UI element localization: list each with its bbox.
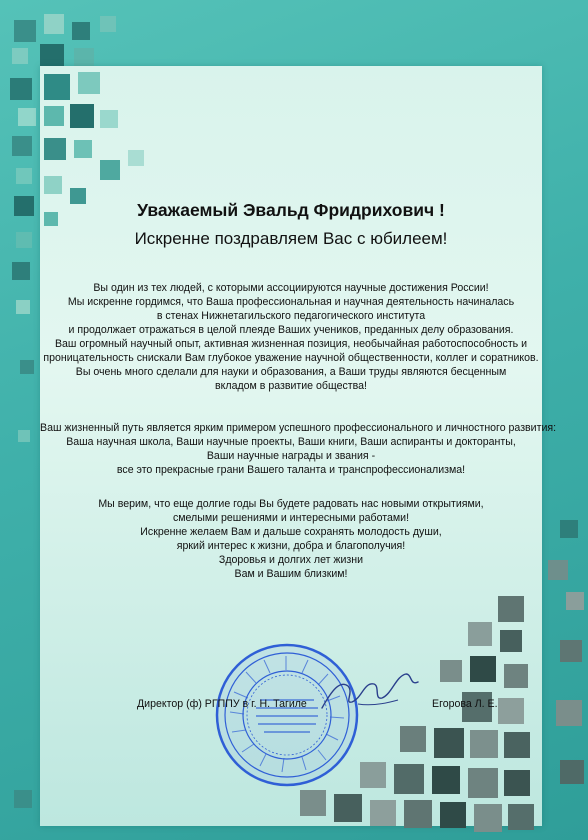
mosaic-square (44, 176, 62, 194)
mosaic-square (470, 730, 498, 758)
mosaic-square (18, 430, 30, 442)
mosaic-square (470, 656, 496, 682)
mosaic-square (548, 560, 568, 580)
mosaic-square (40, 44, 64, 68)
mosaic-square (10, 78, 32, 100)
mosaic-square (100, 160, 120, 180)
handwritten-signature (318, 660, 428, 720)
text-line: Искренне желаем Вам и дальше сохранять молодость души, (140, 526, 442, 538)
paragraph-3 (40, 497, 542, 581)
mosaic-square (78, 72, 100, 94)
congratulation-heading: Искренне поздравляем Вас с юбилеем! (134, 229, 448, 248)
text-line: Вы очень много сделали для науки и образования, а Ваши труды являются бесценным (75, 366, 507, 378)
greeting-heading: Уважаемый Эвальд Фридрихович ! (137, 200, 445, 220)
mosaic-square (74, 140, 92, 158)
paragraph-1 (40, 281, 542, 393)
mosaic-square (16, 168, 32, 184)
mosaic-square (44, 74, 70, 100)
text-line: проницательность снискали Вам глубокое уважение научной общественности, коллег и соратников. (43, 352, 539, 364)
mosaic-square (14, 790, 32, 808)
mosaic-square (560, 640, 582, 662)
mosaic-square (504, 770, 530, 796)
mosaic-square (560, 760, 584, 784)
mosaic-square (16, 232, 32, 248)
text-line: Ваши научные награды и звания - (206, 450, 376, 462)
text-line: Ваша научная школа, Ваши научные проекты, Ваши книги, Ваши аспиранты и докторанты, (66, 436, 516, 448)
mosaic-square (44, 106, 64, 126)
mosaic-square (360, 762, 386, 788)
text-line: вкладом в развитие общества! (215, 380, 367, 392)
text-line: и продолжает отражаться в целой плеяде Ваших учеников, преданных делу образования. (68, 324, 514, 336)
director-label: Директор (ф) РГППУ в г. Н. Тагиле (137, 698, 307, 710)
mosaic-square (400, 726, 426, 752)
text-line: Вам и Вашим близким! (234, 568, 348, 580)
mosaic-square (12, 48, 28, 64)
text-line: Мы верим, что еще долгие годы Вы будете радовать нас новыми открытиями, (98, 498, 484, 510)
mosaic-square (498, 698, 524, 724)
text-line: Вы один из тех людей, с которыми ассоциируются научные достижения России! (93, 282, 489, 294)
mosaic-square (72, 22, 90, 40)
mosaic-square (74, 48, 94, 68)
mosaic-square (566, 592, 584, 610)
mosaic-square (468, 622, 492, 646)
paragraph-2 (40, 421, 557, 477)
mosaic-square (508, 804, 534, 830)
mosaic-square (394, 764, 424, 794)
mosaic-square (560, 520, 578, 538)
mosaic-square (300, 790, 326, 816)
mosaic-square (100, 16, 116, 32)
mosaic-square (100, 110, 118, 128)
text-line: Ваш жизненный путь является ярким примером успешного профессионального и личностного развития: (40, 422, 557, 434)
mosaic-square (434, 728, 464, 758)
text-line: Мы искренне гордимся, что Ваша профессиональная и научная деятельность начиналась (67, 296, 515, 308)
mosaic-square (44, 138, 66, 160)
mosaic-square (504, 664, 528, 688)
mosaic-square (16, 300, 30, 314)
mosaic-square (370, 800, 396, 826)
mosaic-square (500, 630, 522, 652)
text-line: смелыми решениями и интересными работами! (172, 512, 410, 524)
mosaic-square (14, 196, 34, 216)
text-line: все это прекрасные грани Вашего таланта и транспрофессионализма! (116, 464, 466, 476)
mosaic-square (504, 732, 530, 758)
mosaic-square (556, 700, 582, 726)
mosaic-square (44, 14, 64, 34)
text-line: Здоровья и долгих лет жизни (218, 554, 364, 566)
mosaic-square (18, 108, 36, 126)
mosaic-square (440, 802, 466, 828)
signatory-name: Егорова Л. Е. (432, 698, 498, 710)
text-line: Ваш огромный научный опыт, активная жизненная позиция, необычайная работоспособность и (54, 338, 528, 350)
mosaic-square (12, 136, 32, 156)
mosaic-square (440, 660, 462, 682)
mosaic-square (498, 596, 524, 622)
text-line: в стенах Нижнетагильского педагогического института (156, 310, 426, 322)
mosaic-square (404, 800, 432, 828)
text-line: яркий интерес к жизни, добра и благополучия! (176, 540, 406, 552)
mosaic-square (12, 262, 30, 280)
mosaic-square (334, 794, 362, 822)
mosaic-square (432, 766, 460, 794)
mosaic-square (14, 20, 36, 42)
mosaic-square (20, 360, 34, 374)
mosaic-square (128, 150, 144, 166)
mosaic-square (468, 768, 498, 798)
mosaic-square (70, 104, 94, 128)
mosaic-square (474, 804, 502, 832)
